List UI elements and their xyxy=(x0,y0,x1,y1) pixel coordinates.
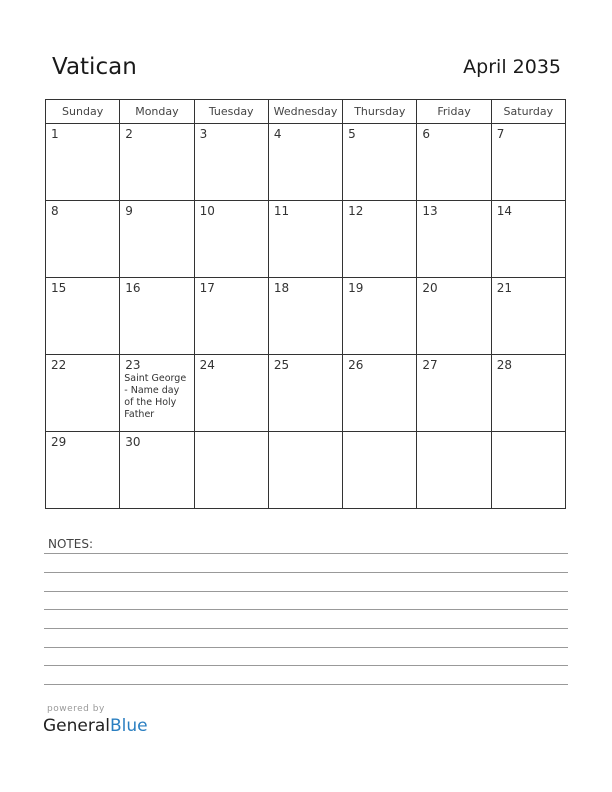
weekday-thursday: Thursday xyxy=(343,100,417,124)
day-number: 18 xyxy=(273,281,290,295)
day-number: 8 xyxy=(51,204,59,218)
brand-general: General xyxy=(43,716,110,736)
note-line xyxy=(44,628,568,629)
day-number: 5 xyxy=(348,127,356,141)
day-cell xyxy=(120,201,194,278)
day-cell xyxy=(46,124,120,201)
day-cell xyxy=(491,124,565,201)
day-number: 10 xyxy=(199,204,215,218)
day-cell xyxy=(120,278,194,355)
note-line xyxy=(44,572,568,573)
calendar-grid xyxy=(45,99,566,509)
day-number: 9 xyxy=(125,204,133,218)
day-cell xyxy=(491,201,565,278)
day-number: 2 xyxy=(125,127,133,141)
day-number: 28 xyxy=(496,358,512,372)
day-cell xyxy=(268,355,342,432)
day-number: 25 xyxy=(273,358,290,372)
note-line xyxy=(44,553,568,554)
day-cell xyxy=(46,432,120,509)
day-cell-empty xyxy=(343,432,417,509)
day-cell xyxy=(343,201,417,278)
day-number: 17 xyxy=(199,281,215,295)
note-line xyxy=(44,609,568,610)
day-cell xyxy=(343,355,417,432)
day-cell xyxy=(194,278,268,355)
day-cell xyxy=(491,355,565,432)
week-row xyxy=(46,201,566,278)
day-cell xyxy=(194,124,268,201)
day-cell xyxy=(417,124,491,201)
note-line xyxy=(44,647,568,648)
day-cell xyxy=(120,432,194,509)
day-cell xyxy=(417,278,491,355)
day-number: 30 xyxy=(125,435,141,449)
month-year-title: April 2035 xyxy=(463,56,561,78)
day-number: 3 xyxy=(199,127,208,141)
day-cell xyxy=(268,124,342,201)
weekday-wednesday: Wednesday xyxy=(268,100,342,124)
day-number: 1 xyxy=(51,127,59,141)
day-cell xyxy=(194,201,268,278)
day-cell xyxy=(46,201,120,278)
note-line xyxy=(44,684,568,685)
day-number: 20 xyxy=(422,281,438,295)
day-cell xyxy=(120,124,194,201)
day-cell xyxy=(46,278,120,355)
day-cell-empty xyxy=(268,432,342,509)
day-number: 19 xyxy=(348,281,364,295)
country-title: Vatican xyxy=(52,54,137,80)
day-number: 4 xyxy=(273,127,282,141)
brand-blue: Blue xyxy=(110,716,148,736)
day-cell xyxy=(194,355,268,432)
day-cell xyxy=(343,124,417,201)
day-number: 11 xyxy=(273,204,290,218)
day-cell xyxy=(417,355,491,432)
day-cell xyxy=(417,201,491,278)
day-cell xyxy=(46,355,120,432)
weekday-monday: Monday xyxy=(120,100,194,124)
week-row xyxy=(46,124,566,201)
week-row xyxy=(46,432,566,509)
note-line xyxy=(44,591,568,592)
day-cell-holiday xyxy=(120,355,194,432)
day-cell-empty xyxy=(417,432,491,509)
day-cell xyxy=(268,278,342,355)
weekday-sunday: Sunday xyxy=(46,100,120,124)
day-number: 16 xyxy=(125,281,141,295)
day-number: 12 xyxy=(348,204,364,218)
day-number: 22 xyxy=(51,358,67,372)
weekday-header-row xyxy=(46,100,566,124)
day-number: 14 xyxy=(496,204,512,218)
weekday-friday: Friday xyxy=(417,100,491,124)
note-line xyxy=(44,665,568,666)
powered-by-text: powered by xyxy=(47,704,105,714)
day-cell-empty xyxy=(194,432,268,509)
day-number: 15 xyxy=(51,281,67,295)
day-number: 26 xyxy=(348,358,364,372)
day-number: 7 xyxy=(496,127,505,141)
day-number: 13 xyxy=(422,204,438,218)
generalblue-logo[interactable] xyxy=(43,716,148,736)
holiday-label: Saint George - Name day of the Holy Father xyxy=(124,373,187,420)
day-number: 21 xyxy=(496,281,512,295)
weekday-saturday: Saturday xyxy=(491,100,565,124)
day-number: 27 xyxy=(422,358,438,372)
weekday-tuesday: Tuesday xyxy=(194,100,268,124)
day-cell xyxy=(343,278,417,355)
day-number: 29 xyxy=(51,435,67,449)
notes-label: NOTES: xyxy=(48,537,93,551)
day-number: 6 xyxy=(422,127,431,141)
week-row xyxy=(46,278,566,355)
week-row xyxy=(46,355,566,432)
day-number: 24 xyxy=(199,358,215,372)
day-cell xyxy=(491,278,565,355)
day-cell xyxy=(268,201,342,278)
day-cell-empty xyxy=(491,432,565,509)
day-number: 23 xyxy=(125,358,141,372)
